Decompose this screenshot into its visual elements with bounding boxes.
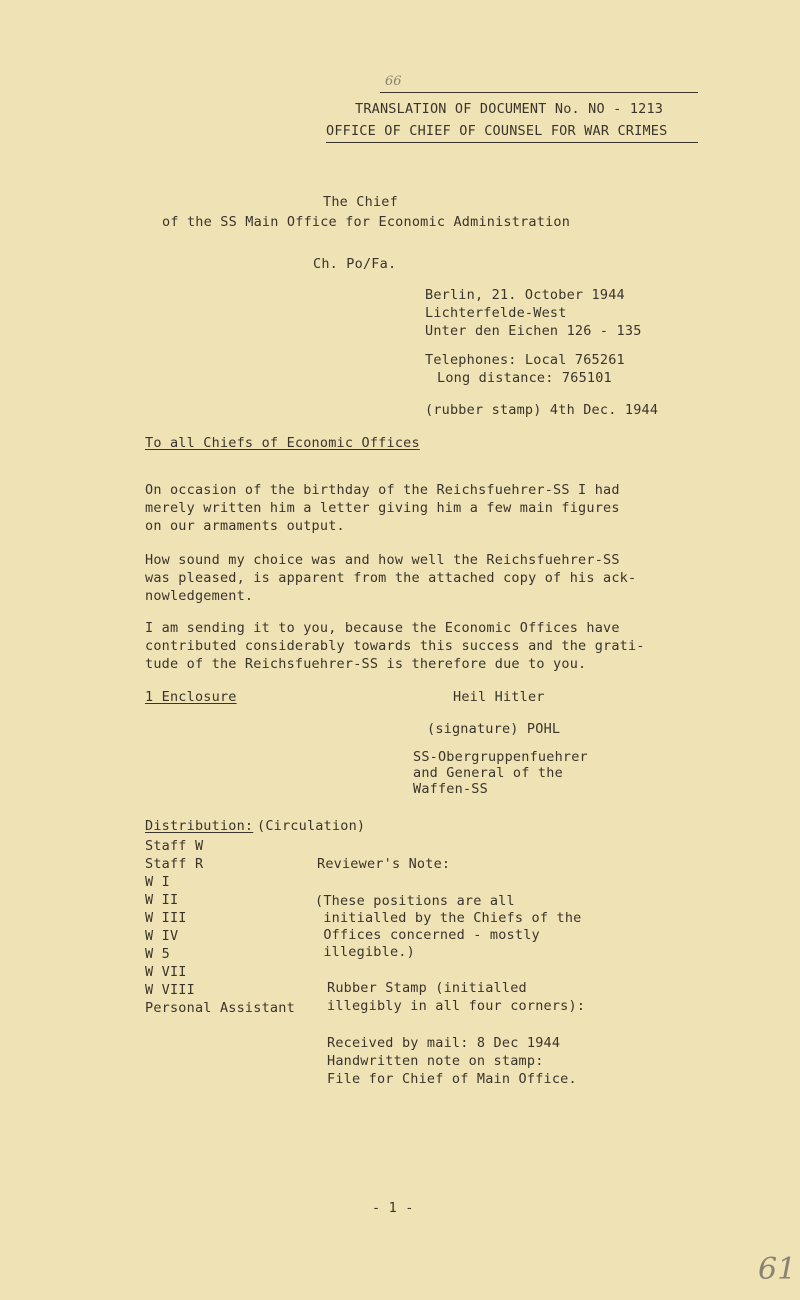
- header-translation-line: TRANSLATION OF DOCUMENT No. NO - 1213: [355, 101, 664, 117]
- handwritten-corner-number: 61: [758, 1252, 797, 1287]
- body-p3-line1: I am sending it to you, because the Economic Offices have: [145, 620, 620, 636]
- body-p3-line2: contributed considerably towards this success and the grati-: [145, 638, 645, 654]
- header-rule-top: [380, 92, 698, 93]
- page-number: - 1 -: [372, 1200, 414, 1216]
- letter-street: Unter den Eichen 126 - 135: [425, 323, 642, 339]
- reviewer-note-line: illegible.): [315, 944, 415, 960]
- phone-long-distance: Long distance: 765101: [437, 370, 612, 386]
- distribution-item: W IV: [145, 928, 179, 944]
- body-p1-line3: on our armaments output.: [145, 518, 345, 534]
- pencil-page-number: 66: [385, 74, 402, 89]
- header-rule-bottom: [326, 142, 698, 143]
- distribution-heading: Distribution:: [145, 818, 254, 834]
- body-p2-line3: nowledgement.: [145, 588, 254, 604]
- header-office-line: OFFICE OF CHIEF OF COUNSEL FOR WAR CRIMES: [326, 123, 668, 139]
- distribution-item: W VIII: [145, 982, 195, 998]
- distribution-item: W I: [145, 874, 170, 890]
- body-p2-line1: How sound my choice was and how well the Reichsfuehrer-SS: [145, 552, 620, 568]
- distribution-item: Staff R: [145, 856, 204, 872]
- reviewer-heading: Reviewer's Note:: [317, 856, 451, 872]
- letter-district: Lichterfelde-West: [425, 305, 567, 321]
- distribution-item: W 5: [145, 946, 170, 962]
- received-line: Handwritten note on stamp:: [327, 1053, 544, 1069]
- distribution-item: W III: [145, 910, 187, 926]
- body-p2-line2: was pleased, is apparent from the attached copy of his ack-: [145, 570, 637, 586]
- reviewer-note-line: initialled by the Chiefs of the: [315, 910, 582, 926]
- reviewer-note-line: Offices concerned - mostly: [315, 927, 540, 943]
- distribution-item: Personal Assistant: [145, 1000, 295, 1016]
- signatory-rank-1: SS-Obergruppenfuehrer: [413, 749, 588, 765]
- distribution-heading-note: (Circulation): [257, 818, 366, 834]
- body-p1-line2: merely written him a letter giving him a few main figures: [145, 500, 620, 516]
- body-p1-line1: On occasion of the birthday of the Reichsfuehrer-SS I had: [145, 482, 620, 498]
- signatory-rank-2: and General of the: [413, 765, 563, 781]
- addressee: To all Chiefs of Economic Offices: [145, 435, 420, 451]
- received-line: Received by mail: 8 Dec 1944: [327, 1035, 561, 1051]
- enclosure-label: 1 Enclosure: [145, 689, 237, 705]
- phone-local: Telephones: Local 765261: [425, 352, 625, 368]
- signatory-rank-3: Waffen-SS: [413, 781, 488, 797]
- sender-office: of the SS Main Office for Economic Administration: [162, 214, 571, 230]
- signature: (signature) POHL: [427, 721, 561, 737]
- sender-title: The Chief: [323, 194, 398, 210]
- stamp-note-line: Rubber Stamp (initialled: [327, 980, 527, 996]
- received-line: File for Chief of Main Office.: [327, 1071, 577, 1087]
- distribution-item: W VII: [145, 964, 187, 980]
- rubber-stamp-date: (rubber stamp) 4th Dec. 1944: [425, 402, 659, 418]
- distribution-item: W II: [145, 892, 179, 908]
- body-p3-line3: tude of the Reichsfuehrer-SS is therefore due to you.: [145, 656, 587, 672]
- reference-code: Ch. Po/Fa.: [313, 256, 397, 272]
- salutation: Heil Hitler: [453, 689, 545, 705]
- letter-date: Berlin, 21. October 1944: [425, 287, 625, 303]
- distribution-item: Staff W: [145, 838, 204, 854]
- reviewer-note-line: (These positions are all: [315, 893, 515, 909]
- stamp-note-line: illegibly in all four corners):: [327, 998, 586, 1014]
